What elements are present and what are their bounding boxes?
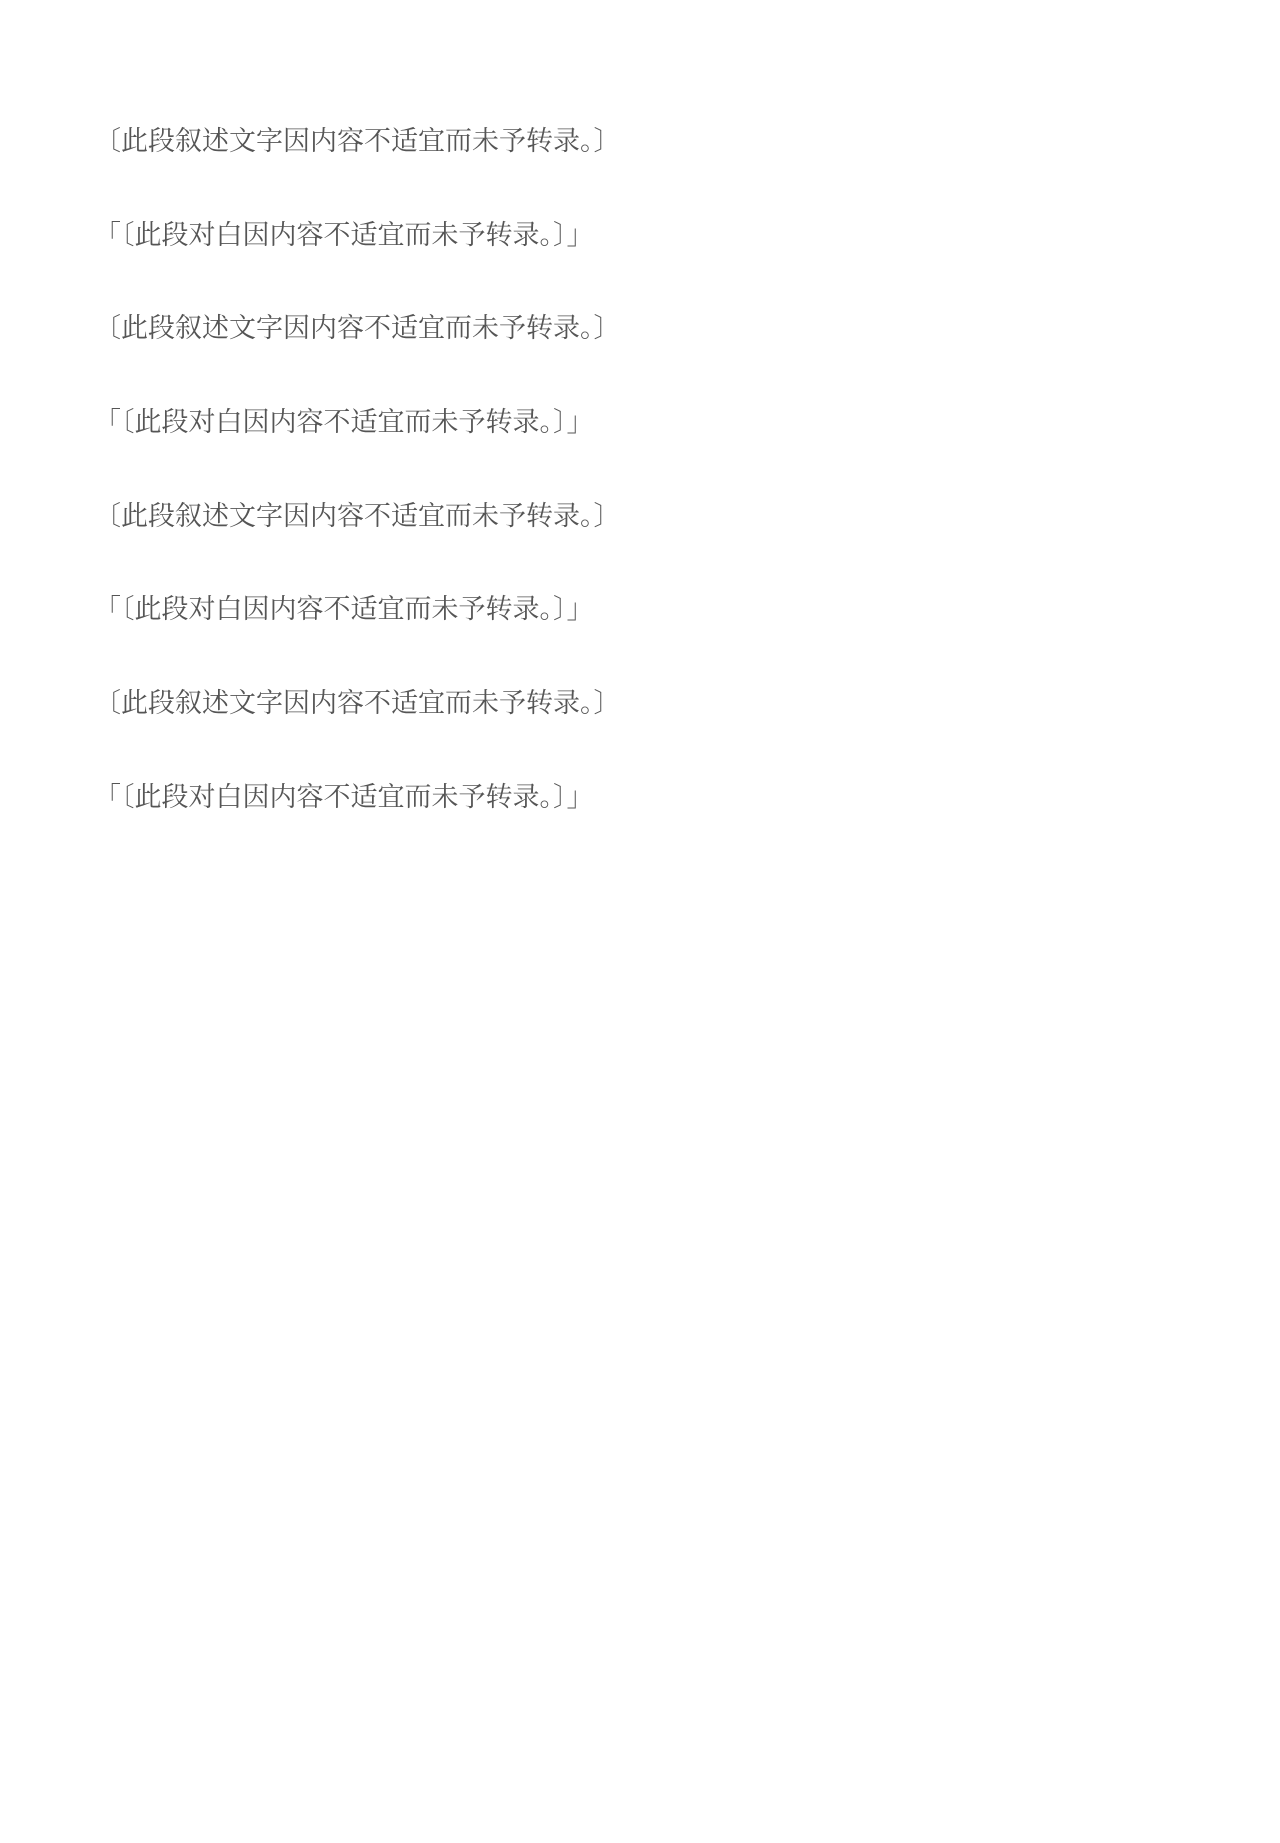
narration-paragraph: 〔此段叙述文字因内容不适宜而未予转录。〕 bbox=[94, 126, 621, 157]
narration-paragraph: 〔此段叙述文字因内容不适宜而未予转录。〕 bbox=[94, 313, 621, 345]
dialogue-paragraph: 「〔此段对白因内容不适宜而未予转录。〕」 bbox=[94, 781, 594, 813]
dialogue-paragraph: 「〔此段对白因内容不适宜而未予转录。〕」 bbox=[94, 219, 594, 251]
narration-paragraph: 〔此段叙述文字因内容不适宜而未予转录。〕 bbox=[94, 688, 621, 720]
dialogue-paragraph: 「〔此段对白因内容不适宜而未予转录。〕」 bbox=[94, 594, 594, 626]
narration-paragraph: 〔此段叙述文字因内容不适宜而未予转录。〕 bbox=[94, 500, 621, 532]
paragraph-container bbox=[40, 100, 1240, 840]
dialogue-paragraph: 「〔此段对白因内容不适宜而未予转录。〕」 bbox=[94, 407, 594, 439]
